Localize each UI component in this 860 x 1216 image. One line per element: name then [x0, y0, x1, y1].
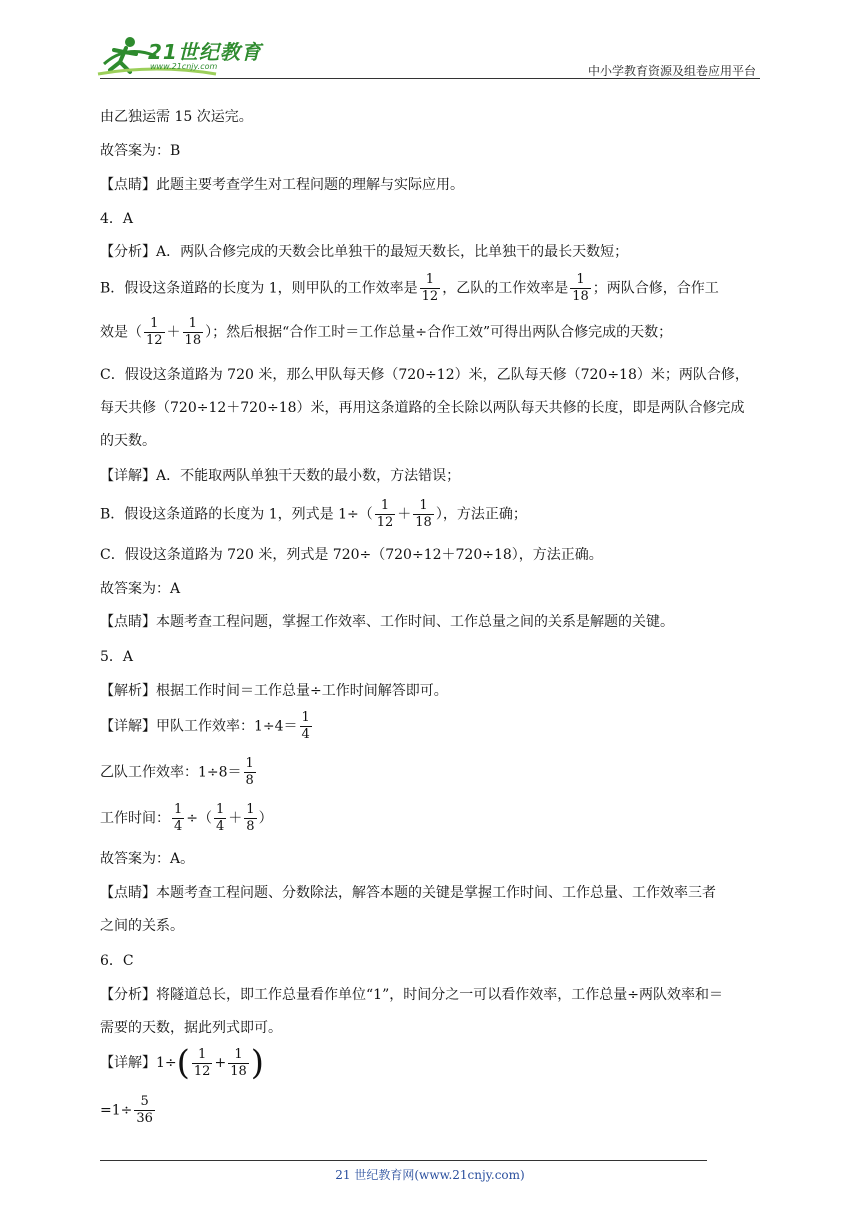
fraction — [192, 1047, 213, 1080]
text-line: 需要的天数，据此列式即可。 — [100, 1020, 282, 1036]
page-header — [0, 0, 860, 82]
text-segment: ） — [258, 810, 273, 827]
text-line: 每天共修（720÷12＋720÷18）米，再用这条道路的全长除以两队每天共修的长度，即是两队合修完成 — [100, 400, 745, 416]
numerator: 1 — [192, 1047, 213, 1064]
fraction — [244, 756, 256, 789]
text-line: 【点睛】此题主要考查学生对工程问题的理解与实际应用。 — [100, 177, 464, 193]
plus-sign: ＋ — [166, 324, 181, 341]
numerator: 1 — [246, 802, 255, 817]
fraction — [214, 802, 226, 835]
denominator: 18 — [415, 515, 432, 530]
text-segment: 效是（ — [100, 324, 142, 341]
text-line: 【点睛】本题考查工程问题、分数除法，解答本题的关键是掌握工作时间、工作总量、工作效率三者 — [100, 885, 716, 901]
platform-title: 中小学教育资源及组卷应用平台 — [587, 64, 756, 78]
plus-sign: ＋ — [228, 810, 243, 827]
text-line: 的天数。 — [100, 433, 156, 449]
formula-line — [100, 272, 719, 305]
denominator: 4 — [174, 819, 183, 834]
formula-line — [100, 316, 672, 349]
question-number: 5．A — [100, 649, 134, 665]
denominator: 18 — [230, 1063, 247, 1079]
text-segment: 工作时间： — [100, 810, 170, 827]
text-line: 【分析】将隧道总长，即工作总量看作单位“1”，时间分之一可以看作效率，工作总量÷两队效率和＝ — [100, 987, 723, 1003]
denominator: 12 — [146, 333, 163, 348]
fraction — [420, 272, 441, 305]
question-number: 6．C — [100, 953, 134, 969]
denominator: 8 — [246, 819, 255, 834]
text-line: 【点睛】本题考查工程问题，掌握工作效率、工作时间、工作总量之间的关系是解题的关键。 — [100, 614, 674, 630]
denominator: 12 — [376, 515, 394, 530]
formula-line — [100, 802, 273, 835]
text-segment: ，乙队的工作效率是 — [442, 280, 569, 297]
logo-url: www.21cnjy.com — [150, 62, 218, 71]
formula-line — [100, 498, 527, 531]
formula-line — [100, 1094, 157, 1127]
denominator: 18 — [572, 289, 589, 304]
denominator: 36 — [136, 1111, 153, 1126]
logo-text: 21世纪教育 — [148, 40, 262, 64]
fraction — [172, 802, 184, 835]
numerator: 1 — [420, 272, 441, 289]
text-line: 由乙独运需 15 次运完。 — [100, 109, 253, 125]
numerator: 1 — [245, 756, 254, 771]
right-paren: ) — [250, 1043, 264, 1083]
fraction — [134, 1094, 155, 1127]
numerator: 1 — [375, 498, 396, 515]
numerator: 1 — [216, 802, 225, 817]
formula-line — [100, 710, 314, 743]
fraction — [144, 316, 165, 349]
denominator: 8 — [245, 773, 254, 788]
plus-sign: ＋ — [397, 506, 412, 523]
footer-divider — [100, 1160, 707, 1161]
left-paren: ( — [176, 1043, 190, 1083]
denominator: 18 — [184, 333, 202, 348]
denominator: 12 — [421, 289, 439, 304]
numerator: 1 — [570, 272, 591, 289]
numerator: 1 — [413, 498, 434, 515]
fraction — [375, 498, 396, 531]
fraction — [570, 272, 591, 305]
fraction — [183, 316, 204, 349]
text-segment: =1÷ — [100, 1102, 133, 1119]
question-number: 4．A — [100, 211, 134, 227]
text-line: 之间的关系。 — [100, 918, 184, 934]
text-segment: 【详解】甲队工作效率：1÷4＝ — [100, 718, 298, 735]
numerator: 1 — [301, 710, 310, 725]
denominator: 12 — [193, 1063, 211, 1079]
numerator: 5 — [134, 1094, 155, 1111]
fraction — [413, 498, 434, 531]
formula-line — [100, 1043, 264, 1083]
text-line: 故答案为：A。 — [100, 851, 195, 867]
denominator: 4 — [216, 819, 225, 834]
text-line: 故答案为：B — [100, 143, 181, 159]
text-line: 【分析】A．两队合修完成的天数会比单独干的最短天数长，比单独干的最长天数短； — [100, 244, 629, 260]
plus-sign: + — [214, 1055, 227, 1071]
text-segment: 【详解】1÷ — [100, 1055, 177, 1071]
formula-line — [100, 756, 258, 789]
text-line: C．假设这条道路为 720 米，列式是 720÷（720÷12＋720÷18），方法正确。 — [100, 547, 603, 563]
text-segment: ÷（ — [186, 810, 213, 827]
fraction — [300, 710, 312, 743]
numerator: 1 — [228, 1047, 249, 1064]
page-footer[interactable]: 21 世纪教育网(www.21cnjy.com) — [335, 1168, 525, 1182]
numerator: 1 — [174, 802, 183, 817]
numerator: 1 — [183, 316, 204, 333]
fraction — [228, 1047, 249, 1080]
text-segment: ；两队合修，合作工 — [592, 280, 719, 297]
text-segment: ），方法正确； — [435, 506, 527, 523]
numerator: 1 — [144, 316, 165, 333]
fraction — [244, 802, 256, 835]
text-line: C．假设这条道路为 720 米，那么甲队每天修（720÷12）米，乙队每天修（720÷18）米；两队合修， — [100, 367, 749, 383]
text-segment: B．假设这条道路的长度为 1，则甲队的工作效率是 — [100, 280, 418, 297]
text-line: 【解析】根据工作时间＝工作总量÷工作时间解答即可。 — [100, 683, 448, 699]
text-line: 故答案为：A — [100, 581, 181, 597]
text-segment: ）；然后根据“合作工时＝工作总量÷合作工效”可得出两队合修完成的天数； — [205, 324, 673, 341]
text-segment: 乙队工作效率：1÷8＝ — [100, 764, 242, 781]
text-segment: B．假设这条道路的长度为 1，列式是 1÷（ — [100, 506, 373, 523]
denominator: 4 — [301, 727, 310, 742]
header-divider — [100, 78, 760, 79]
text-line: 【详解】A．不能取两队单独干天数的最小数，方法错误； — [100, 468, 461, 484]
